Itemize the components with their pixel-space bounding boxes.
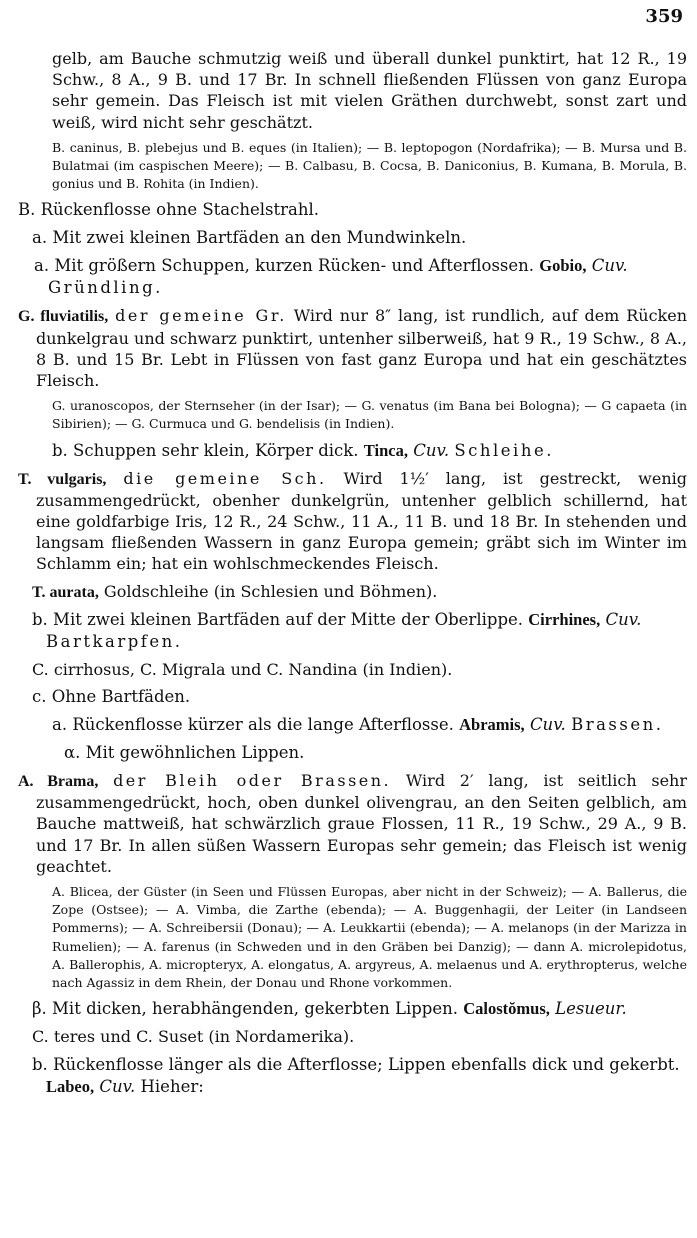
- tinca-vulgaris-entry: [18, 468, 687, 575]
- gobio-fluviatilis-entry: [18, 305, 687, 391]
- tinca-aurata-name: T. aurata,: [32, 583, 99, 601]
- cirrhines-author: Cuv.: [605, 609, 642, 629]
- calostomus-species-line: C. teres und C. Suset (in Nordamerika).: [32, 1027, 355, 1047]
- calostomus-heading: [18, 998, 687, 1020]
- cirrhines-genus: Cirrhines,: [528, 609, 601, 629]
- abramis-heading: [18, 714, 687, 736]
- gobio-fluviatilis-common: der gemeine Gr.: [115, 306, 287, 326]
- tinca-vulgaris-text: Wird 1½′ lang, ist gestreckt, wenig zusammengedrückt, obenher dunkelgrün, untenher gelblich schillernd, hat eine goldfarbige Iris, 12 R., 24 Schw., 11 A., 11 B. und 18 Br. In stehenden und langsam fließenden Wassern in ganz Europa gemein; gräbt sich im Winter im Schlamm ein; hat ein wohlschmeckendes Fleisch.: [36, 468, 687, 574]
- gobio-heading: [18, 255, 687, 299]
- subsection-heading-c: c. Ohne Bartfäden.: [32, 687, 191, 707]
- tinca-common-name: Schleihe.: [454, 440, 554, 460]
- tinca-aurata-entry: [18, 581, 687, 603]
- barbus-species-list: B. caninus, B. plebejus und B. eques (in Italien); — B. leptopogon (Nordafrika); — B. Mursa und B. Bulatmai (im caspischen Meere); — B. Calbasu, B. Cocsa, B. Daniconius, B. Kumana, B. Morula, B. gonius und B. Rohita (in Indien).: [52, 139, 687, 192]
- gobio-fluviatilis-name: G. fluviatilis,: [18, 308, 109, 326]
- tinca-author: Cuv.: [413, 440, 450, 460]
- tinca-vulgaris-name: T. vulgaris,: [18, 470, 107, 488]
- alpha-heading-common-lips: α. Mit gewöhnlichen Lippen.: [64, 743, 305, 763]
- abramis-common-name: Brassen.: [571, 715, 664, 735]
- tinca-genus: Tinca,: [363, 440, 408, 460]
- abramis-brama-common: der Bleih oder Brassen.: [113, 771, 392, 791]
- abramis-brama-text: Wird 2′ lang, ist seitlich sehr zusammengedrückt, hoch, oben dunkel olivengrau, an den Seiten gelblich, am Bauche mattweiß, hat schwärzlich graue Flossen, 11 R., 19 Schw., 29 A., 9 B. und 17 Br. In allen süßen Wassern Europas sehr gemein; das Fleisch ist wenig geachtet.: [36, 771, 687, 876]
- calostomus-heading-text: β. Mit dicken, herabhängenden, gekerbten Lippen.: [32, 999, 459, 1019]
- abramis-brama-entry: [18, 770, 687, 877]
- labeo-heading-end: Hieher:: [140, 1076, 204, 1096]
- cirrhines-common-name: Bartkarpfen.: [46, 631, 183, 651]
- subsection-heading-a: a. Mit zwei kleinen Bartfäden an den Mundwinkeln.: [32, 228, 467, 248]
- abramis-species-list: A. Blicea, der Güster (in Seen und Flüssen Europas, aber nicht in der Schweiz); — A. Ballerus, die Zope (Ostsee); — A. Vimba, die Zarthe (ebenda); — A. Buggenhagii, der Leiter (in Landseen Pommerns); — A. Schreibersii (Donau); — A. Leukkartii (ebenda); — A. melanops (in der Marizza in Rumelien); — A. farenus (in Schweden und in den Gräben bei Danzig); — dann A. microlepidotus, A. Ballerophis, A. micropteryx, A. elongatus, A. argyreus, A. melaenus und A. erythropterus, welche nach Agassiz in dem Rhein, der Donau und Rhone vorkommen.: [52, 884, 687, 991]
- cirrhines-heading-text: b. Mit zwei kleinen Bartfäden auf der Mitte der Oberlippe.: [32, 609, 524, 629]
- tinca-vulgaris-common: die gemeine Sch.: [123, 468, 327, 488]
- cirrhines-heading: [18, 609, 687, 653]
- gobio-heading-text: a. Mit größern Schuppen, kurzen Rücken- und Afterflossen.: [34, 256, 535, 276]
- labeo-genus: Labeo,: [46, 1076, 95, 1096]
- gobio-author: Cuv.: [591, 256, 628, 276]
- abramis-heading-text: a. Rückenflosse kürzer als die lange Afterflosse.: [52, 715, 454, 735]
- calostomus-genus: Calostŏmus,: [463, 999, 550, 1019]
- calostomus-author: Lesueur.: [555, 999, 627, 1019]
- gobio-fluviatilis-text: Wird nur 8″ lang, ist rundlich, auf dem Rücken dunkelgrau und schwarz punktirt, untenher silberweiß, hat 9 R., 19 Schw., 8 A., 8 B. und 15 Br. Lebt in Flüssen von fast ganz Europa und hat ein geschätztes Fleisch.: [36, 306, 688, 391]
- gobio-genus: Gobio,: [539, 256, 587, 276]
- abramis-brama-name: A. Brama,: [18, 773, 99, 791]
- tinca-heading-text: b. Schuppen sehr klein, Körper dick.: [52, 440, 359, 460]
- tinca-heading: [18, 440, 687, 462]
- section-heading-b: B. Rückenflosse ohne Stachelstrahl.: [18, 200, 320, 220]
- page-body: [18, 0, 687, 1098]
- tinca-aurata-text: Goldschleihe (in Schlesien und Böhmen).: [103, 581, 438, 601]
- cirrhines-species-line: C. cirrhosus, C. Migrala und C. Nandina (in Indien).: [32, 659, 453, 679]
- labeo-author: Cuv.: [99, 1076, 136, 1096]
- gobio-common-name: Gründling.: [48, 278, 163, 298]
- labeo-heading-text: b. Rückenflosse länger als die Afterflosse; Lippen ebenfalls dick und gekerbt.: [32, 1054, 680, 1074]
- gobio-species-list: G. uranoscopos, der Sternseher (in der Isar); — G. venatus (im Bana bei Bologna); — G capaeta (in Sibirien); — G. Curmuca und G. bendelisis (in Indien).: [52, 398, 687, 432]
- abramis-author: Cuv.: [529, 715, 566, 735]
- labeo-heading: [18, 1054, 687, 1098]
- abramis-genus: Abramis,: [459, 715, 525, 735]
- page-number: 359: [645, 6, 683, 27]
- barbus-description-continued: gelb, am Bauche schmutzig weiß und überall dunkel punktirt, hat 12 R., 19 Schw., 8 A., 9 B. und 17 Br. In schnell fließenden Flüssen von ganz Europa sehr gemein. Das Fleisch ist mit vielen Gräthen durchwebt, sonst zart und weiß, wird nicht sehr geschätzt.: [52, 49, 687, 132]
